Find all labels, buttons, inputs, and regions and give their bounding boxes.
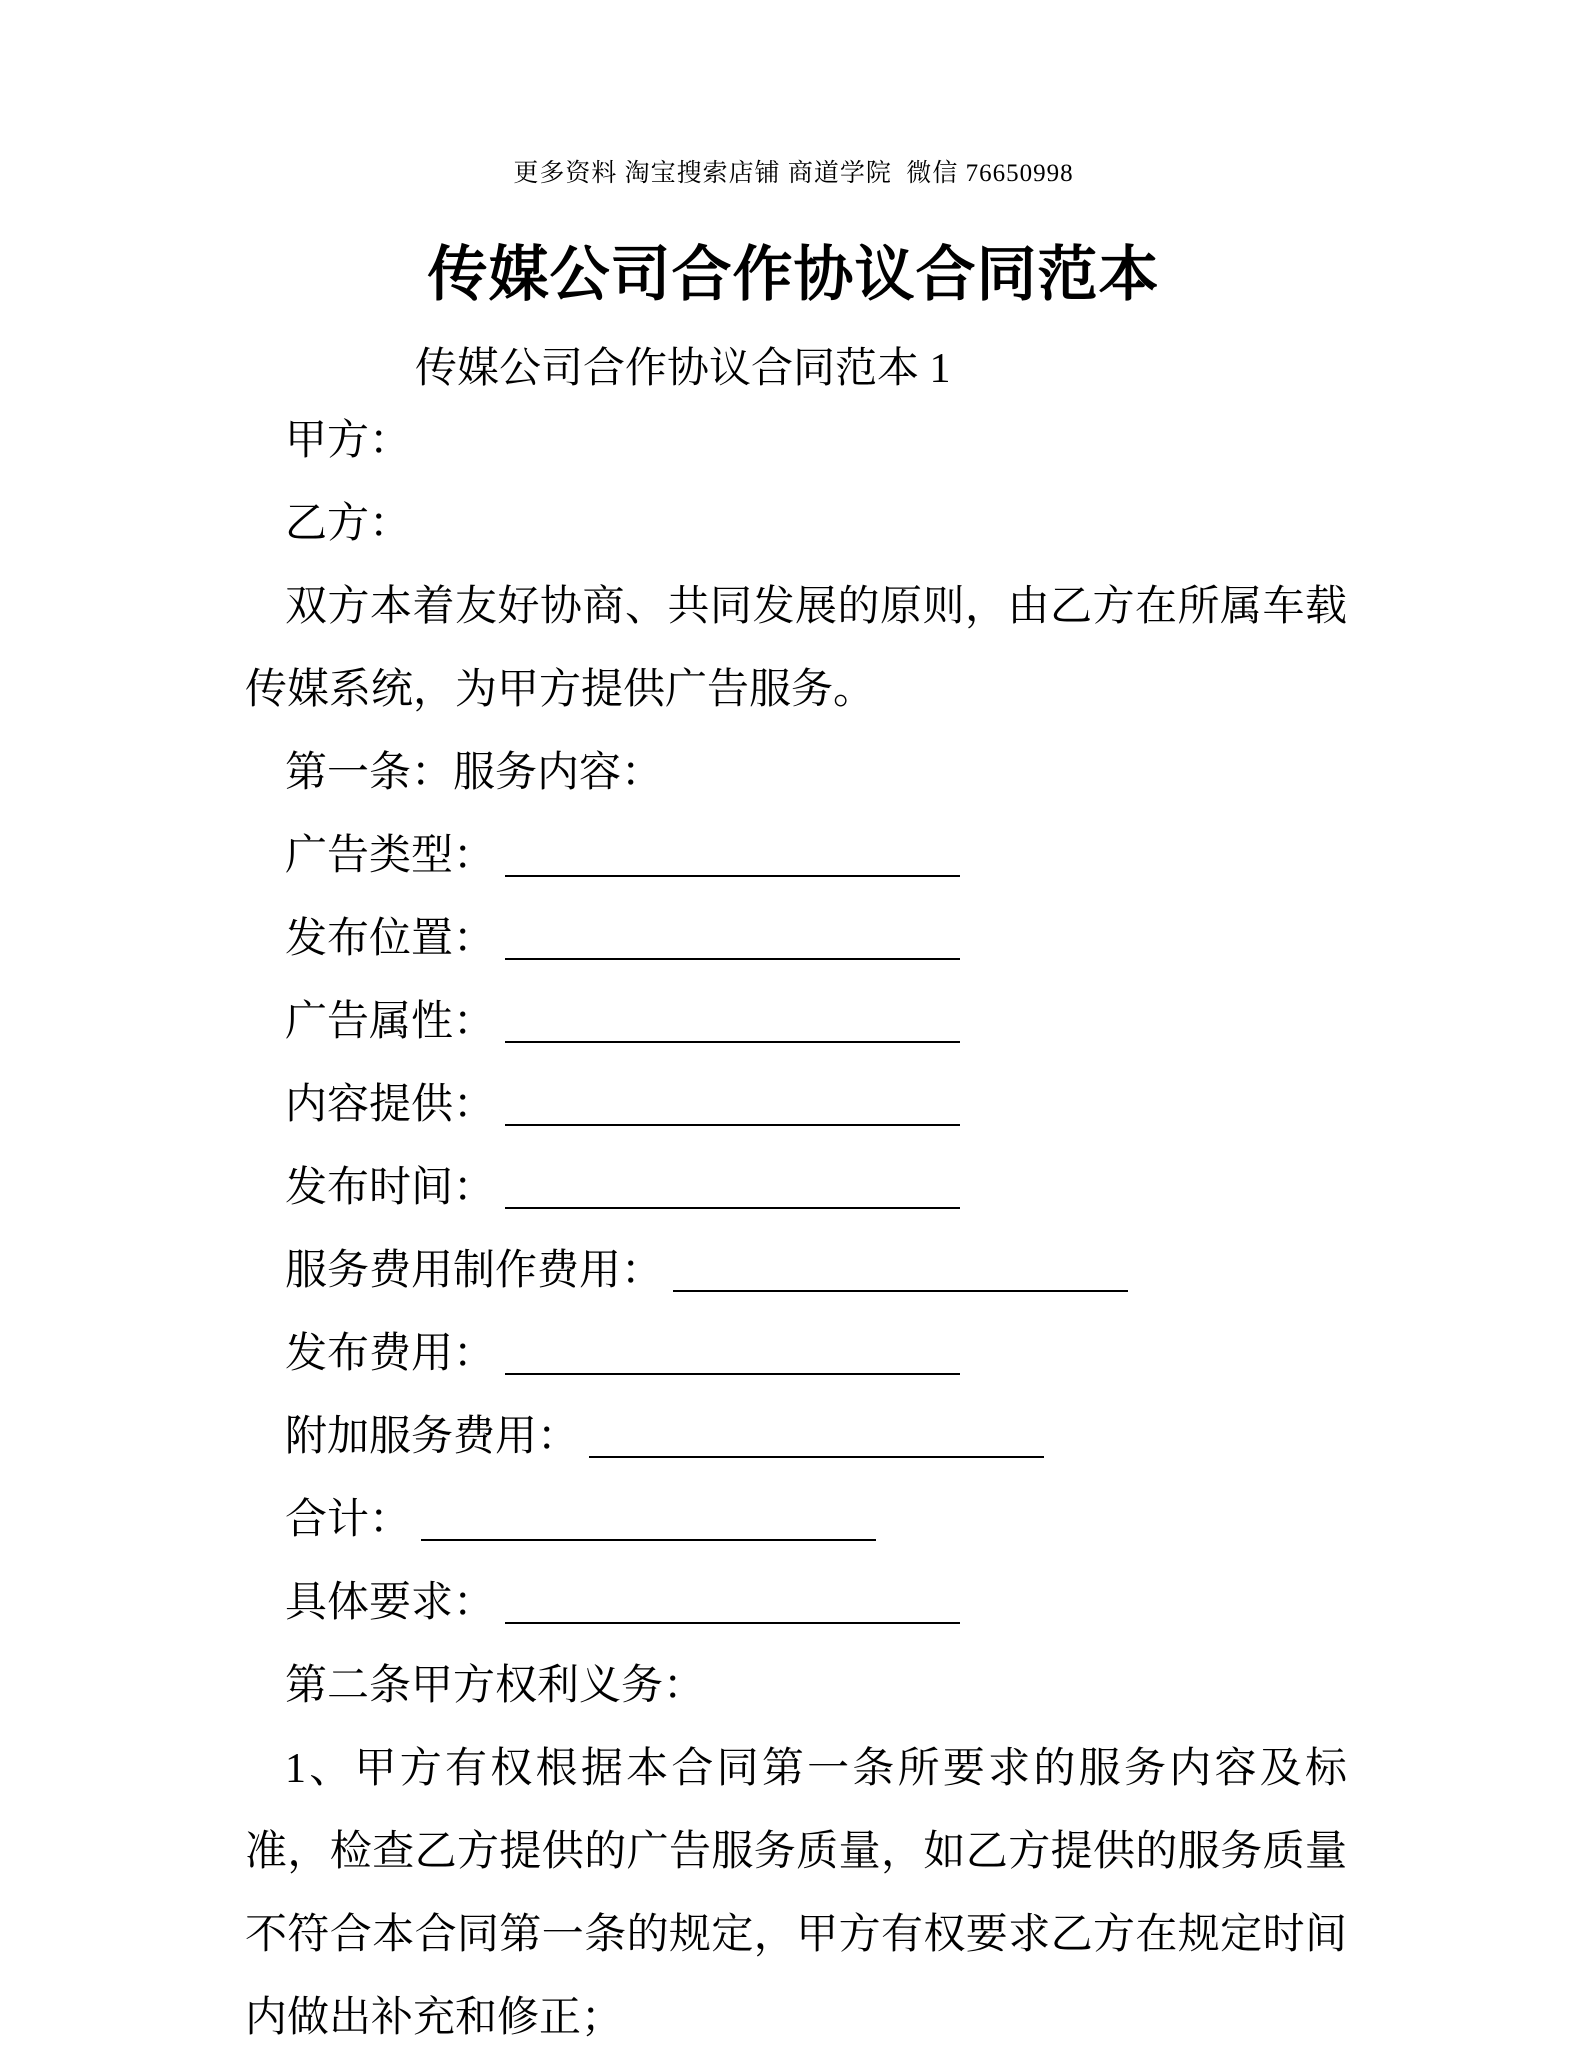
ad-type-label: 广告类型： (285, 833, 496, 879)
content-provider-label: 内容提供： (285, 1082, 496, 1128)
field-row-content-provider (245, 1064, 1347, 1147)
service-production-fee-blank[interactable] (673, 1248, 1128, 1292)
field-row-ad-attribute (245, 981, 1347, 1064)
ad-attribute-blank[interactable] (505, 999, 960, 1043)
ad-type-blank[interactable] (505, 833, 960, 877)
field-row-publish-position (245, 898, 1347, 981)
specific-requirements-blank[interactable] (505, 1580, 960, 1624)
article-2-heading: 第二条甲方权利义务： (285, 1663, 706, 1709)
intro-paragraph: 双方本着友好协商、共同发展的原则，由乙方在所属车载传媒系统，为甲方提供广告服务。 (245, 584, 1347, 713)
field-row-additional-service-fee (245, 1396, 1347, 1479)
publish-position-label: 发布位置： (285, 916, 496, 962)
document-title: 传媒公司合作协议合同范本 (427, 242, 1160, 308)
content-provider-blank[interactable] (505, 1082, 960, 1126)
promo-header-note: 更多资料 淘宝搜索店铺 商道学院 微信 76650998 (513, 160, 1074, 187)
article-1-heading: 第一条：服务内容： (285, 750, 664, 796)
field-row-publish-time (245, 1147, 1347, 1230)
document-subtitle: 传媒公司合作协议合同范本 1 (415, 346, 951, 392)
publish-time-blank[interactable] (505, 1165, 960, 1209)
service-production-fee-label: 服务费用制作费用： (285, 1248, 664, 1294)
publish-fee-blank[interactable] (505, 1331, 960, 1375)
additional-service-fee-blank[interactable] (589, 1414, 1044, 1458)
ad-attribute-label: 广告属性： (285, 999, 496, 1045)
clause-1-paragraph: 1、甲方有权根据本合同第一条所要求的服务内容及标准，检查乙方提供的广告服务质量，如乙方提供的服务质量不符合本合同第一条的规定，甲方有权要求乙方在规定时间内做出补充和修正； (245, 1746, 1347, 2041)
field-row-publish-fee (245, 1313, 1347, 1396)
publish-position-blank[interactable] (505, 916, 960, 960)
publish-time-label: 发布时间： (285, 1165, 496, 1211)
field-row-total (245, 1479, 1347, 1562)
field-row-ad-type (245, 815, 1347, 898)
document-body (245, 400, 1347, 2047)
total-blank[interactable] (421, 1497, 876, 1541)
publish-fee-label: 发布费用： (285, 1331, 496, 1377)
party-b-line: 乙方： (285, 501, 412, 547)
party-a-line: 甲方： (285, 418, 412, 464)
total-label: 合计： (285, 1497, 412, 1543)
specific-requirements-label: 具体要求： (285, 1580, 496, 1626)
field-row-specific-requirements (245, 1562, 1347, 1645)
field-row-service-production-fee (245, 1230, 1347, 1313)
additional-service-fee-label: 附加服务费用： (285, 1414, 580, 1460)
